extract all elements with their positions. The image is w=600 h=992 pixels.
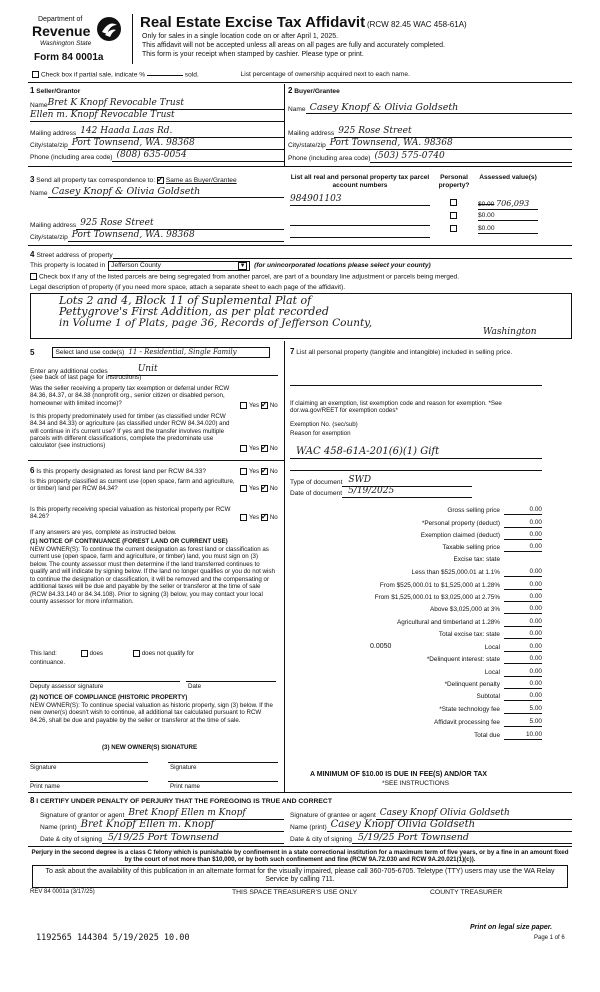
q-exemption-no[interactable]: [261, 402, 268, 409]
calc-row-value[interactable]: 0.00: [504, 668, 542, 677]
q-exemption-yes-label: Yes: [249, 402, 260, 410]
segregated-row: [30, 273, 459, 281]
calc-row-label: Above $3,025,000 at 3%: [430, 606, 500, 613]
calc-row: [290, 718, 542, 727]
calc-row-value[interactable]: 0.00: [504, 581, 542, 590]
seller-name-label: Name: [30, 101, 48, 109]
q-forest-answer: [240, 468, 278, 475]
calc-row-value[interactable]: 10.00: [504, 731, 542, 740]
correspondence-city[interactable]: Port Townsend, WA. 98368: [68, 230, 284, 242]
section-6-number: 6: [30, 466, 35, 475]
this-land-label: This land:: [30, 650, 57, 658]
grantee-name-row: [290, 819, 572, 832]
calc-row-label: *State technology fee: [439, 706, 500, 713]
additional-codes-label: Enter any additional codes: [30, 367, 108, 375]
seller-phone-label: Phone (including area code): [30, 153, 113, 161]
calc-row-value[interactable]: 0.00: [504, 680, 542, 689]
continuance-label: continuance.: [30, 659, 66, 666]
parcel-heading: List all real and personal property tax parcel account numbers: [290, 174, 430, 189]
assessed-handwritten: 706,093: [496, 199, 530, 208]
correspondence-city-row: [30, 230, 284, 242]
treasurer-stamp: 1192565 144304 5/19/2025 10.00: [36, 933, 190, 943]
grantor-name[interactable]: Bret Knopf Ellen m. Knopf: [77, 819, 284, 832]
calc-row-label: Local: [484, 644, 500, 651]
seller-name-1[interactable]: Bret K Knopf Revocable Trust: [48, 98, 284, 110]
land-does-not-checkbox[interactable]: [133, 650, 140, 657]
page-number: Page 1 of 6: [534, 935, 565, 941]
parcel-line-2: [290, 216, 430, 226]
calc-row: [290, 519, 542, 528]
q-current-answer: [240, 485, 278, 492]
exemption-no-label: Exemption No. (sec/sub): [290, 421, 358, 428]
assessed-value-heading: Assessed value(s): [479, 174, 537, 181]
calc-row: [290, 568, 542, 577]
calc-row: [290, 692, 542, 701]
see-instructions-note: *SEE INSTRUCTIONS: [382, 780, 450, 787]
calc-row-label: From $525,000.01 to $1,525,000 at 1.28%: [379, 582, 500, 589]
legal-line-2: Pettygrove's First Addition, as per plat recorded: [59, 305, 329, 318]
land-does-not-label: does not qualify for: [141, 650, 195, 658]
new-owner-signature-2: Signature: [170, 764, 197, 771]
alt-format-text: To ask about the availability of this publication in an alternate format for the visually impaired, please call 360-705-6705. Teletype (TTY) users may use the WA Relay Service by calling 711.: [45, 868, 555, 884]
calc-row-value[interactable]: 0.00: [504, 531, 542, 540]
calc-row-label: *Delinquent interest: state: [426, 656, 500, 663]
q-historic-answer: [240, 514, 278, 521]
q-timber: Is this property predominately used for timber (as classified under RCW 84.34 and 84.33) or agriculture (as classified under RCW 84.34.020) and will continue in it's current use? If yes and the transfer involves multiple parcels with different classifications, complete the predominate use calculator (see instructions): [30, 413, 230, 450]
notice-2-title: (2) NOTICE OF COMPLIANCE (HISTORIC PROPERTY): [30, 694, 188, 701]
form-title: [140, 14, 467, 32]
q-forest-no[interactable]: [261, 468, 268, 475]
calc-row-value[interactable]: 0.00: [504, 519, 542, 528]
located-in-label: This property is located in: [30, 262, 106, 270]
calc-row-value[interactable]: 0.00: [504, 568, 542, 577]
calc-row-label: Exemption claimed (deduct): [420, 532, 500, 539]
title-text: Real Estate Excise Tax Affidavit: [140, 14, 366, 31]
q-historic-no-label: No: [269, 514, 278, 522]
grantee-date-label: Date & city of signing: [290, 836, 352, 844]
calc-row-value[interactable]: 0.00: [504, 655, 542, 664]
local-rate: 0.0050: [370, 643, 392, 651]
q-current-no[interactable]: [261, 485, 268, 492]
calc-row-label: Subtotal: [476, 693, 500, 700]
buyer-phone-label: Phone (including area code): [288, 154, 371, 162]
correspondence-label: Send all property tax correspondence to:: [36, 177, 156, 184]
assessed-value-1-text: $0.00: [478, 201, 495, 208]
q-current-yes-label: Yes: [249, 485, 260, 493]
calc-row: [290, 668, 542, 677]
calc-row-value[interactable]: 0.00: [504, 506, 542, 515]
calc-row: [290, 618, 542, 627]
personal-checkbox-3[interactable]: [450, 225, 459, 233]
correspondence-mailing[interactable]: 925 Rose Street: [76, 218, 284, 230]
calc-row-value[interactable]: 0.00: [504, 643, 542, 652]
q-current-no-label: No: [269, 485, 278, 493]
header-note-2: This affidavit will not be accepted unless all areas on all pages are fully and accurately completed.: [142, 42, 445, 49]
county-select[interactable]: [108, 261, 250, 271]
seller-mailing-label: Mailing address: [30, 129, 77, 137]
calc-row-value[interactable]: 5.00: [504, 705, 542, 714]
this-land-row: [30, 650, 194, 657]
same-as-buyer-checkbox[interactable]: [157, 177, 164, 184]
seller-city-label: City/state/zip: [30, 141, 68, 149]
grantee-signature-label: Signature of grantee or agent: [290, 811, 376, 819]
personal-property-row: [290, 347, 542, 357]
correspondence-name[interactable]: Casey Knopf & Olivia Goldseth: [48, 186, 284, 198]
calc-row: [290, 593, 542, 602]
calc-row-value[interactable]: 0.00: [504, 618, 542, 627]
see-back-note: (see back of last page for instructions): [30, 374, 142, 381]
buyer-city-row: [288, 138, 572, 150]
assessed-value-2[interactable]: $0.00: [478, 212, 538, 221]
deputy-date-label: Date: [188, 683, 202, 690]
q-historic: Is this property receiving special valuation as historical property per RCW 84.26?: [30, 506, 231, 521]
grantor-signature-row: [40, 808, 284, 820]
calc-row-label: Less than $525,000.01 at 1.1%: [411, 569, 500, 576]
correspondence-mailing-row: [30, 218, 284, 230]
doc-type-row: [290, 475, 472, 487]
q-exemption-answer: [240, 402, 278, 409]
calc-row: [290, 605, 542, 614]
doc-type-value[interactable]: SWD: [342, 475, 472, 487]
q-timber-answer: [240, 445, 278, 452]
parcel-number[interactable]: 984901103: [290, 194, 430, 206]
doc-date-value[interactable]: 5/19/2025: [342, 486, 472, 498]
dept-line1: Department of: [38, 16, 83, 23]
personal-property-heading: Personal property?: [438, 174, 470, 189]
q-historic-yes[interactable]: [240, 514, 247, 521]
notice-1-title: (1) NOTICE OF CONTINUANCE (FOREST LAND OR CURRENT USE): [30, 538, 228, 545]
calc-row-value[interactable]: 0.00: [504, 543, 542, 552]
calc-row-value[interactable]: 0.00: [504, 605, 542, 614]
certify-row: [30, 796, 332, 806]
land-does-checkbox[interactable]: [81, 650, 88, 657]
calc-row-value[interactable]: 5.00: [504, 718, 542, 727]
section-3-number: 3: [30, 175, 35, 184]
grantor-date-row: [40, 832, 284, 844]
calc-row: [290, 643, 542, 652]
q-forest-yes[interactable]: [240, 468, 247, 475]
reason-label: Reason for exemption: [290, 430, 351, 437]
calc-row: [290, 531, 542, 540]
seller-section: [30, 86, 282, 96]
chevron-down-icon: ▼: [239, 263, 246, 269]
doc-date-row: [290, 486, 472, 498]
if-yes-note: If any answers are yes, complete as instructed below.: [30, 529, 177, 536]
seller-city[interactable]: Port Townsend, WA. 98368: [68, 138, 284, 150]
deputy-signature-label: Deputy assessor signature: [30, 683, 104, 690]
claiming-exemption-note: If claiming an exemption, list exemption code and reason for exemption. *See dor.wa.gov/REET for exemption codes*: [290, 400, 502, 415]
exemption-value[interactable]: WAC 458-61A-201(6)(1) Gift: [290, 446, 542, 459]
q-forest: Is this property designated as forest land per RCW 84.33?: [36, 468, 206, 475]
buyer-name-row: [288, 102, 572, 114]
additional-codes-value[interactable]: Unit: [108, 364, 278, 376]
section-2-number: 2: [288, 86, 293, 95]
doc-type-label: Type of document: [290, 478, 343, 486]
buyer-mailing[interactable]: 925 Rose Street: [334, 126, 572, 138]
new-owner-print-1: Print name: [30, 783, 60, 790]
calc-row-value[interactable]: 0.00: [504, 593, 542, 602]
same-as-buyer-label: Same as Buyer/Grantee: [165, 177, 237, 184]
dor-logo-block: [30, 14, 130, 64]
land-use-label: Select land use code(s): [55, 348, 125, 356]
street-address-row: [30, 250, 572, 259]
perjury-warning: Perjury in the second degree is a class C felony which is punishable by confinement in a state correctional institution for a maximum term of five years, or by a fine in an amount fixed by the court of not more than $10,000, or by both such confinement and fine (RCW 9A.72.030 and RCW 9A.20.021(1)(c)).: [31, 849, 569, 864]
calc-row: [290, 705, 542, 714]
section-4-number: 4: [30, 250, 35, 259]
q-timber-no-label: No: [269, 445, 278, 453]
form-number: Form 84 0001a: [34, 52, 104, 63]
calc-row: [290, 655, 542, 664]
calc-row-label: Excise tax: state: [453, 556, 500, 563]
q-forest-row: [30, 466, 206, 476]
alt-format-box: [32, 865, 568, 888]
q-exemption-yes[interactable]: [240, 402, 247, 409]
partial-sale-row: [32, 71, 572, 79]
personal-checkbox-2[interactable]: [450, 212, 459, 220]
q-historic-no[interactable]: [261, 514, 268, 521]
calc-row-label: Agricultural and timberland at 1.28%: [396, 619, 500, 626]
partial-sale-checkbox[interactable]: [32, 71, 39, 78]
seller-name-row-2: [30, 110, 284, 122]
seller-mailing[interactable]: 142 Haada Laas Rd.: [76, 126, 284, 138]
land-does-label: does: [89, 650, 103, 658]
list-percentage-note: List percentage of ownership acquired next to each name.: [240, 71, 410, 79]
rcw-ref: (RCW 82.45 WAC 458-61A): [366, 20, 467, 29]
county-treasurer-label: COUNTY TREASURER: [430, 889, 503, 896]
buyer-phone[interactable]: (503) 575-0740: [370, 151, 572, 163]
street-address-label: Street address of property: [36, 251, 113, 259]
q-timber-yes[interactable]: [240, 445, 247, 452]
segregated-label: Check box if any of the listed parcels are being segregated from another parcel, are part of a boundary line adjustment or parcels being merged.: [39, 273, 460, 281]
q-current-yes[interactable]: [240, 485, 247, 492]
calc-row-label: From $1,525,000.01 to $3,025,000 at 2.75%: [374, 594, 500, 601]
q-current-use: Is this property classified as current use (open space, farm and agriculture, or timber) land per RCW 84.34?: [30, 478, 235, 493]
section-8-number: 8: [30, 796, 35, 805]
rev-number: REV 84 0001a (3/17/25): [30, 889, 95, 895]
seller-mailing-row: [30, 126, 284, 138]
certify-statement: I CERTIFY UNDER PENALTY OF PERJURY THAT THE FOREGOING IS TRUE AND CORRECT: [36, 798, 332, 805]
legal-size-note: Print on legal size paper.: [470, 924, 553, 931]
calc-row: [290, 556, 542, 564]
seller-phone[interactable]: (808) 635-0054: [112, 150, 284, 162]
correspondence-city-label: City/state/zip: [30, 233, 68, 241]
partial-sale-label: Check box if partial sale, indicate %: [41, 71, 146, 79]
grantor-signature-label: Signature of grantor or agent: [40, 811, 125, 819]
q-exemption-no-label: No: [269, 402, 278, 410]
q-timber-yes-label: Yes: [249, 445, 260, 453]
calc-row-label: Gross selling price: [447, 507, 500, 514]
section-7-number: 7: [290, 347, 295, 356]
buyer-name-label: Name: [288, 106, 306, 114]
q-timber-no[interactable]: [261, 445, 268, 452]
calc-row: [290, 543, 542, 552]
assessed-value-1[interactable]: [478, 199, 538, 210]
land-use-value: 11 - Residential, Single Family: [128, 348, 237, 357]
legal-line-4: Washington: [483, 327, 537, 337]
buyer-mailing-label: Mailing address: [288, 129, 335, 137]
personal-property-label: List all personal property (tangible and intangible) included in selling price.: [296, 349, 513, 356]
legal-description-label: Legal description of property (if you need more space, attach a separate sheet to each page of the affidavit).: [30, 284, 346, 291]
correspondence-name-label: Name: [30, 190, 48, 198]
buyer-phone-row: [288, 151, 572, 163]
land-use-select[interactable]: [52, 347, 270, 358]
doc-date-label: Date of document: [290, 489, 343, 497]
legal-line-1: Lots 2 and 4, Block 11 of Suplemental Plat of: [59, 294, 312, 307]
grantee-name-label: Name (print): [290, 824, 327, 832]
grantor-date-label: Date & city of signing: [40, 836, 102, 844]
dept-line3: Washington State: [40, 40, 92, 47]
calc-row: [290, 731, 542, 740]
header-note-1: Only for sales in a single location code on or after April 1, 2025.: [142, 33, 339, 40]
buyer-heading: Buyer/Grantee: [294, 88, 340, 95]
partial-sale-sold: sold.: [184, 71, 199, 79]
calc-row: [290, 680, 542, 689]
grantor-name-label: Name (print): [40, 824, 77, 832]
section-5-number: 5: [30, 347, 35, 357]
calc-row-value[interactable]: 0.00: [504, 630, 542, 639]
notice-1-body: NEW OWNER(S): To continue the current designation as forest land or classification as current use (open space, farm and agriculture, or timber) land, you must sign on (3) below. The county assessor must then determine if the land transferred continues to qualify and will indicate by signing below. If the land no longer qualifies or you do not wish to continue the designation or classification, it will be removed and the compensating or additional taxes will be due and payable by the seller or transferor at the time of sale (RCW 84.33.140 or 84.34.108). Prior to signing (3) below, you may contact your local county assessor for more information.: [30, 546, 275, 606]
q-exemption: Was the seller receiving a property tax exemption or deferral under RCW 84.36, 84.37, or 84.38 (nonprofit org., senior citizen or disabled person, homeowner with limited income)?: [30, 385, 230, 407]
section-1-number: 1: [30, 86, 35, 95]
correspondence-name-row: [30, 186, 284, 198]
minimum-due-note: A MINIMUM OF $10.00 IS DUE IN FEE(S) AND/OR TAX: [310, 771, 488, 778]
header-note-3: This form is your receipt when stamped by cashier. Please type or print.: [142, 51, 364, 58]
grantee-signature[interactable]: Casey Knopf Olivia Goldseth: [376, 808, 572, 820]
calc-row-value[interactable]: 0.00: [504, 692, 542, 701]
buyer-section: [288, 86, 340, 96]
calc-row: [290, 581, 542, 590]
seller-name-2[interactable]: Ellen m. Knopf Revocable Trust: [30, 110, 284, 122]
buyer-mailing-row: [288, 126, 572, 138]
legal-line-3: in Volume 1 of Plats, page 36, Records of Jefferson County,: [59, 317, 373, 329]
seller-phone-row: [30, 150, 284, 162]
q-forest-no-label: No: [269, 468, 278, 476]
land-use-row: [30, 347, 270, 358]
q-historic-yes-label: Yes: [249, 514, 260, 522]
treasurer-use-label: THIS SPACE TREASURER'S USE ONLY: [232, 889, 358, 896]
grantor-signature[interactable]: Bret Knopf Ellen m Knopf: [124, 808, 284, 820]
calc-row-label: Taxable selling price: [442, 544, 500, 551]
new-owner-signature-1: Signature: [30, 764, 57, 771]
street-address-field[interactable]: [113, 251, 572, 259]
seller-heading: Seller/Grantor: [36, 88, 81, 95]
buyer-city[interactable]: Port Townsend, WA. 98368: [326, 138, 572, 150]
grantor-date[interactable]: 5/19/25 Port Townsend: [102, 832, 284, 844]
grantee-name[interactable]: Casey Knopf Olivia Goldseth: [327, 819, 572, 832]
located-in-row: [30, 261, 431, 271]
seller-city-row: [30, 138, 284, 150]
calc-row-label: *Personal property (deduct): [421, 520, 500, 527]
notice-2-body: NEW OWNER(S): To continue special valuation as historic property, sign (3) below. If the new owner(s) doesn't wish to continue, all additional tax calculated pursuant to RCW 84.26, shall be due and payable by the seller or transferor at the time of sale.: [30, 702, 273, 724]
dept-line2: Revenue: [32, 23, 91, 39]
grantee-date[interactable]: 5/19/25 Port Townsend: [352, 832, 572, 844]
correspondence-row: [30, 175, 237, 185]
correspondence-mailing-label: Mailing address: [30, 221, 77, 229]
dor-logo-icon: [96, 16, 122, 42]
legal-description-box[interactable]: [30, 293, 572, 339]
grantor-name-row: [40, 819, 284, 832]
new-owner-print-2: Print name: [170, 783, 200, 790]
calc-row-label: Affidavit processing fee: [434, 719, 500, 726]
grantee-signature-row: [290, 808, 572, 820]
grantee-date-row: [290, 832, 572, 844]
calc-row-label: Local: [484, 669, 500, 676]
assessed-value-3[interactable]: $0.00: [478, 225, 538, 234]
personal-checkbox-1[interactable]: [450, 199, 459, 207]
segregated-checkbox[interactable]: [30, 273, 37, 280]
county-select-value: Jefferson County: [111, 262, 161, 270]
calc-row: [290, 506, 542, 515]
parcel-line-3: [290, 228, 430, 238]
calc-row-label: Total excise tax: state: [438, 631, 500, 638]
calc-row: [290, 630, 542, 639]
buyer-city-label: City/state/zip: [288, 141, 326, 149]
buyer-name[interactable]: Casey Knopf & Olivia Goldseth: [306, 102, 572, 114]
calc-row-label: Total due: [474, 732, 500, 739]
q-forest-yes-label: Yes: [249, 468, 260, 476]
calc-row-label: *Delinquent penalty: [444, 681, 500, 688]
notice-3-title: (3) NEW OWNER(S) SIGNATURE: [102, 744, 198, 751]
unincorporated-note: (for unincorporated locations please select your county): [254, 262, 431, 270]
seller-name-row: [30, 98, 284, 110]
